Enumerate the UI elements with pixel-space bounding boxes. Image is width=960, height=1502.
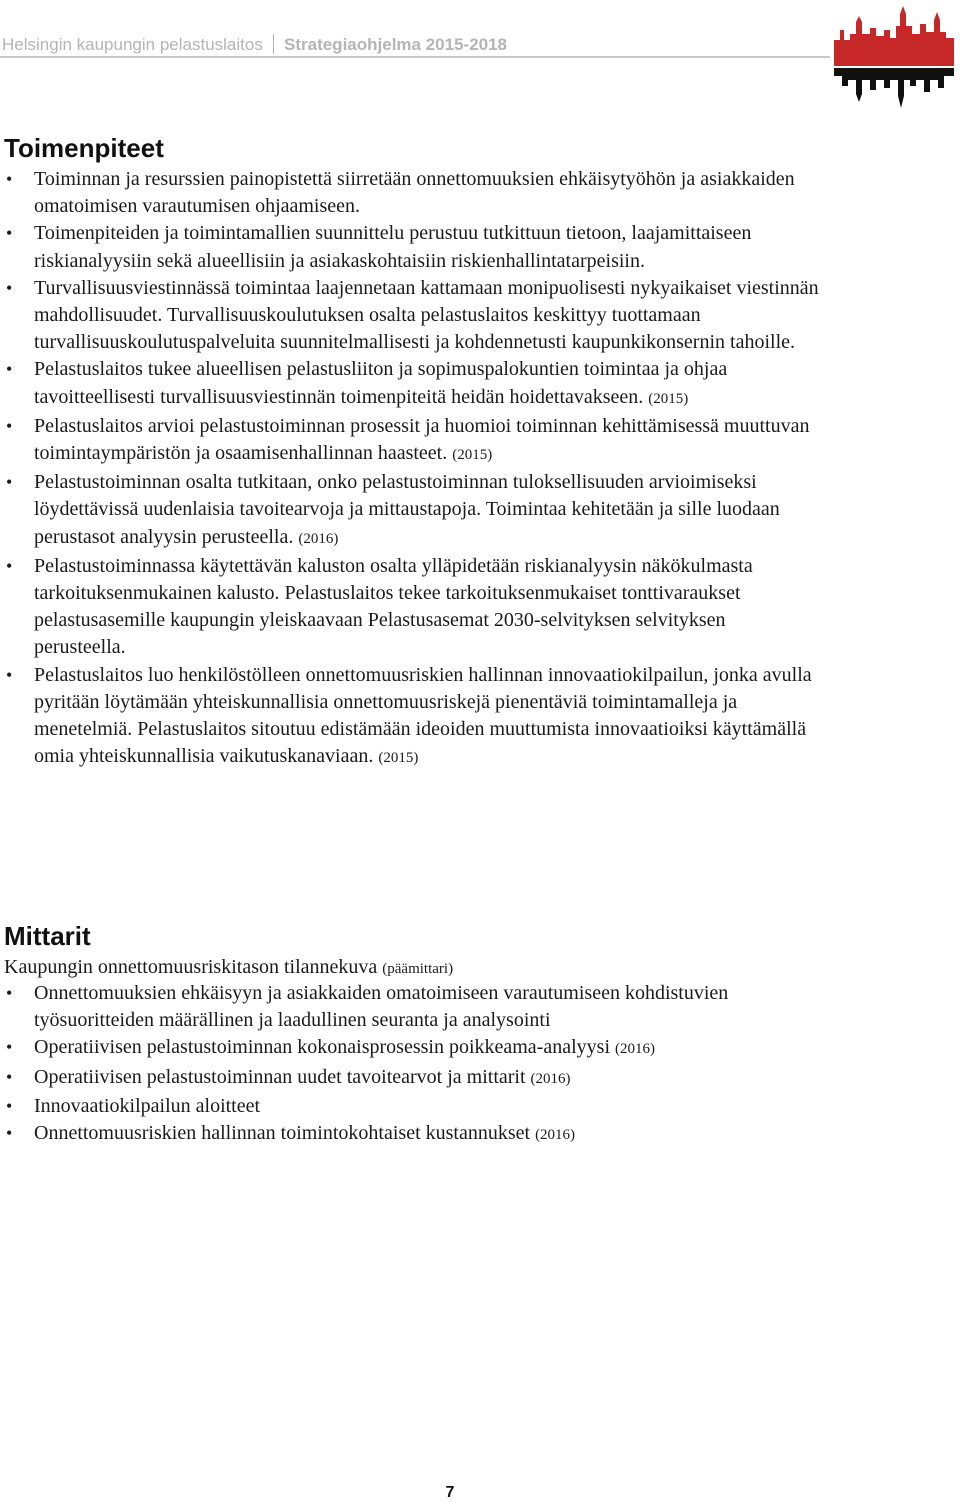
- mittarit-subtitle: [4, 954, 453, 983]
- list-item: [0, 275, 820, 357]
- list-item: [0, 469, 820, 553]
- section-title-mittarit: Mittarit: [4, 921, 91, 951]
- header-organization: Helsingin kaupungin pelastuslaitos: [2, 35, 263, 54]
- item-year: (2015): [452, 447, 493, 464]
- item-text: Toiminnan ja resurssien painopistettä siirretään onnettomuuksien ehkäisytyöhön ja asiakkaiden omatoimisen varautumisen ohjaamiseen.: [34, 168, 795, 218]
- bullet-icon: •: [6, 277, 13, 298]
- header-document-title: Strategiaohjelma 2015-2018: [284, 35, 508, 54]
- bullet-icon: •: [6, 1123, 13, 1144]
- item-text: Pelastuslaitos tukee alueellisen pelastusliiton ja sopimuspalokuntien toimintaa ja ohjaa tavoitteellisesti turvallisuusviestinnän toimenpiteitä heidän hoidettavakseen.: [34, 358, 728, 408]
- item-text: Operatiivisen pelastustoiminnan kokonaisprosessin poikkeama-analyysi: [34, 1036, 610, 1059]
- skyline-logo-icon: [830, 0, 960, 112]
- list-item: [0, 413, 820, 469]
- item-text: Pelastuslaitos luo henkilöstölleen onnettomuusriskien hallinnan innovaatiokilpailun, jonka avulla pyritään löytämään yhteiskunnallisia onnettomuusriskejä pienentäviä toimintamalleja ja menetelmiä. Pelastuslaitos sitoutuu edistämään ideoiden muuttumista innovaatioiksi käyttämällä omia yhteiskunnallisia vaikutuskanaviaan.: [34, 663, 812, 768]
- list-item: [0, 1064, 820, 1093]
- item-text: Onnettomuusriskien hallinnan toimintokohtaiset kustannukset: [34, 1122, 531, 1145]
- list-item: [0, 166, 820, 220]
- bullet-icon: •: [6, 415, 13, 436]
- bullet-icon: •: [6, 359, 13, 380]
- bullet-icon: •: [6, 983, 13, 1003]
- mittarit-list: [0, 980, 820, 1149]
- item-year: (2015): [378, 750, 419, 767]
- bullet-icon: •: [6, 169, 13, 189]
- item-text: Toimenpiteiden ja toimintamallien suunnittelu perustuu tutkittuun tietoon, laajamittaiseen riskianalyysiin sekä alueellisiin ja asiakaskohtaisiin riskienhallintatarpeisiin.: [34, 222, 752, 272]
- item-text: Onnettomuuksien ehkäisyyn ja asiakkaiden omatoimiseen varautumiseen kohdistuvien työsuoritteiden määrällinen ja laadullinen seuranta ja analysointi: [34, 982, 729, 1032]
- bullet-icon: •: [6, 1037, 13, 1058]
- mittarit-subtitle-note: (päämittari): [382, 961, 454, 977]
- header-rule: [0, 56, 830, 58]
- item-year: (2016): [535, 1127, 576, 1144]
- list-item: [0, 662, 820, 773]
- item-year: (2016): [615, 1041, 655, 1058]
- mittarit-subtitle-text: Kaupungin onnettomuusriskitason tilannekuva: [4, 956, 378, 978]
- item-year: (2016): [298, 530, 339, 547]
- item-text: Pelastustoiminnassa käytettävän kaluston osalta ylläpidetään riskianalyysin näkökulmasta tarkoituksenmukainen kalusto. Pelastuslaitos tekee tarkoituksenmukaiset tonttivaraukset pelastusasemille kaupungin yleiskaavaan Pelastusasemat 2030-selvityksen selvityksen perusteella.: [34, 554, 753, 659]
- list-item: [0, 553, 820, 662]
- list-item: [0, 1120, 820, 1149]
- item-text: Operatiivisen pelastustoiminnan uudet tavoitearvot ja mittarit: [34, 1065, 526, 1088]
- bullet-icon: •: [6, 1095, 13, 1116]
- page-number: 7: [445, 1484, 455, 1501]
- list-item: [0, 980, 820, 1034]
- list-item: [0, 1034, 820, 1063]
- list-item: [0, 356, 820, 412]
- item-text: Innovaatiokilpailun aloitteet: [34, 1094, 261, 1117]
- item-text: Pelastustoiminnan osalta tutkitaan, onko pelastustoiminnan tuloksellisuuden arvioimiseksi löydettävissä uudenlaisia tavoitearvoja ja mittaustapoja. Toimintaa kehitetään ja sille luodaan perustasot analyysin perusteella.: [34, 471, 780, 548]
- item-text: Pelastuslaitos arvioi pelastustoiminnan prosessit ja huomioi toiminnan kehittämisessä muuttuvan toimintaympäristön ja osaamisenhallinnan haasteet.: [34, 414, 810, 465]
- list-item: [0, 220, 820, 274]
- section-title-toimenpiteet: Toimenpiteet: [4, 133, 164, 163]
- item-year: (2016): [530, 1070, 571, 1087]
- bullet-icon: •: [6, 555, 13, 576]
- bullet-icon: •: [6, 223, 13, 244]
- list-item: [0, 1093, 820, 1120]
- bullet-icon: •: [6, 1066, 13, 1087]
- bullet-icon: •: [6, 472, 13, 493]
- page-header: [0, 34, 830, 58]
- item-text: Turvallisuusviestinnässä toimintaa laajennetaan kattamaan monipuolisesti nykyaikaiset viestinnän mahdollisuudet. Turvallisuuskoulutuksen osalta pelastuslaitos keskittyy tuottamaan turvallisuuskoulutuspalveluita suunnitelmallisesti ja kohdennetusti kaupunkikonsernin tahoille.: [34, 276, 819, 354]
- item-year: (2015): [648, 390, 689, 407]
- toimenpiteet-list: [0, 166, 820, 772]
- header-separator: [273, 34, 274, 54]
- bullet-icon: •: [6, 664, 13, 685]
